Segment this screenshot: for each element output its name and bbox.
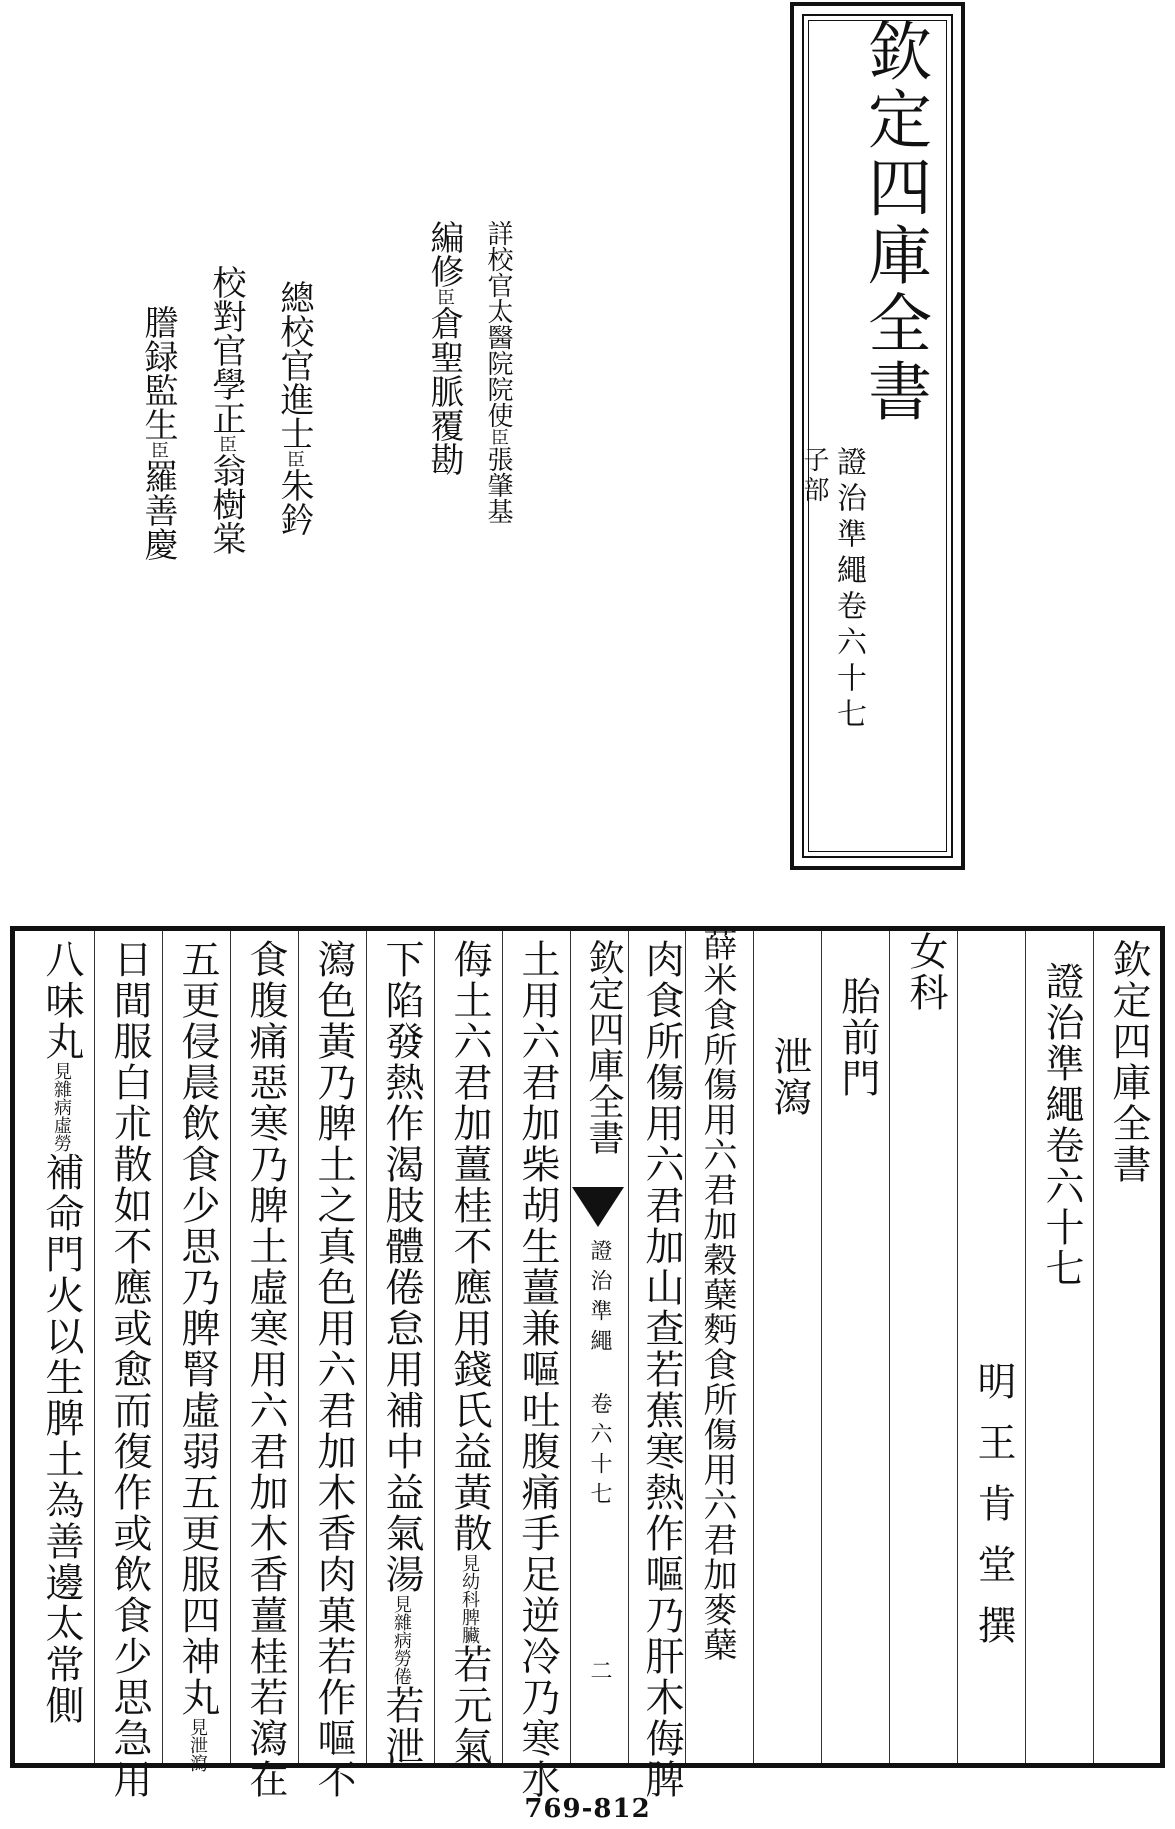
page-header: 欽定四庫全書: [1106, 939, 1151, 1185]
text-column: 侮土六君加薑桂不應用錢氏益黃散見幼科脾臟若元氣: [447, 939, 492, 1767]
book-title: 欽定四庫全書: [857, 18, 931, 426]
credit-line: 校對官學正臣翁樹棠: [206, 265, 246, 555]
credit-line: 謄録監生臣羅善慶: [138, 305, 178, 561]
fold-mark: [572, 1187, 624, 1227]
page-footer: 769-812: [524, 1794, 651, 1824]
fold-page-number: 二: [587, 1659, 612, 1689]
credit-line: 編修臣倉聖脈覆勘: [424, 220, 464, 476]
text-column: 土用六君加柴胡生薑兼嘔吐腹痛手足逆冷乃寒水: [515, 939, 560, 1800]
category-label: 子部: [799, 446, 829, 506]
text-column: 瀉色黃乃脾土之真色用六君加木香肉菓若作嘔不: [311, 939, 356, 1800]
author-line: 明王肯堂撰: [971, 1361, 1016, 1666]
text-column: 五更侵晨飲食少思乃脾腎虛弱五更服四神丸見泄瀉: [175, 939, 220, 1772]
page-frame: [10, 926, 1165, 1800]
credit-line: 總校官進士臣朱鈐: [274, 280, 314, 536]
fold-volume: 證治準繩 卷六十七: [587, 1239, 612, 1512]
title-slip: [790, 2, 965, 870]
subsection-title: 胎前門: [835, 976, 880, 1099]
credits-block: [90, 220, 530, 730]
text-column: 薛米食所傷用六君加穀蘖麪食所傷用六君加麥蘖: [697, 927, 737, 1662]
volume-title: 證治準繩卷六十七: [831, 446, 866, 734]
center-fold: [570, 939, 628, 1754]
text-column: 下陷發熱作渴肢體倦怠用補中益氣湯見雜病勞倦若泄: [379, 939, 424, 1767]
topic-title: 泄瀉: [767, 1036, 812, 1118]
page-volume: 證治準繩卷六十七: [1039, 961, 1084, 1289]
text-column: 日間服白朮散如不應或愈而復作或飲食少思急用: [107, 939, 152, 1800]
text-column: 八味丸見雜病虛勞補命門火以生脾土為善邊太常側: [39, 939, 84, 1726]
section-title: 女科: [903, 931, 948, 1013]
fold-title: 欽定四庫全書: [583, 939, 624, 1155]
text-column: 肉食所傷用六君加山查若蕉寒熱作嘔乃肝木侮脾: [639, 939, 684, 1800]
text-column: 食腹痛惡寒乃脾土虛寒用六君加木香薑桂若瀉在: [243, 939, 288, 1800]
credit-line: 詳校官太醫院院使臣張肇基: [483, 220, 513, 524]
